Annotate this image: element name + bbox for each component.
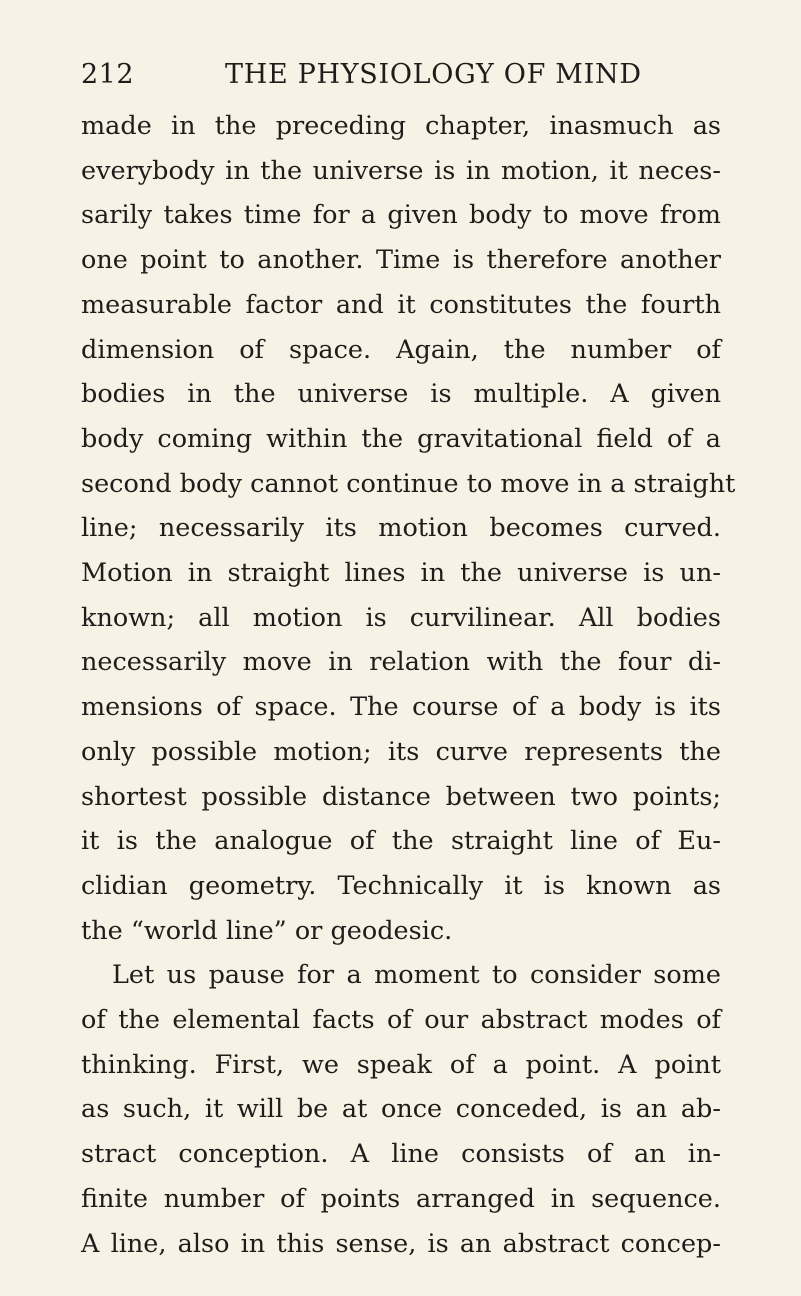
text-line: A line, also in this sense, is an abstract concep- — [81, 1228, 721, 1259]
text-line: the “world line” or geodesic. — [81, 915, 453, 946]
text-line: line; necessarily its motion becomes curved. — [81, 513, 721, 544]
page-number: 212 — [81, 59, 135, 90]
text-line: sarily takes time for a given body to move from — [81, 200, 721, 231]
text-line: dimension of space. Again, the number of — [81, 334, 721, 365]
text-line: bodies in the universe is multiple. A given — [81, 379, 721, 410]
text-line: body coming within the gravitational field of a — [81, 423, 721, 454]
text-line: necessarily move in relation with the four di- — [81, 647, 721, 678]
text-line: Motion in straight lines in the universe is un- — [81, 558, 721, 589]
body-text — [81, 104, 736, 1266]
text-line: of the elemental facts of our abstract modes of — [81, 1005, 721, 1036]
text-line: made in the preceding chapter, inasmuch as — [81, 111, 721, 141]
text-line: known; all motion is curvilinear. All bodies — [81, 602, 721, 633]
paragraph-2 — [81, 953, 721, 1266]
text-line: second body cannot continue to move in a straight — [81, 468, 736, 499]
text-line: shortest possible distance between two points; — [81, 781, 721, 812]
paragraph-1 — [81, 104, 736, 953]
running-head — [81, 55, 721, 99]
text-line: only possible motion; its curve represents the — [81, 736, 721, 767]
text-line: clidian geometry. Technically it is known as — [81, 870, 721, 901]
text-line: one point to another. Time is therefore another — [81, 245, 721, 276]
text-line: mensions of space. The course of a body is its — [81, 692, 721, 723]
text-line: stract conception. A line consists of an in- — [81, 1139, 721, 1170]
text-line: everybody in the universe is in motion, it neces- — [81, 155, 721, 186]
text-line: it is the analogue of the straight line of Eu- — [81, 826, 721, 857]
running-title: THE PHYSIOLOGY OF MIND — [225, 59, 642, 90]
text-line: thinking. First, we speak of a point. A point — [81, 1049, 721, 1080]
text-line: as such, it will be at once conceded, is an ab- — [81, 1094, 721, 1125]
text-line: Let us pause for a moment to consider some — [112, 960, 721, 991]
text-line: finite number of points arranged in sequence. — [81, 1183, 721, 1214]
text-line: measurable factor and it constitutes the fourth — [81, 289, 721, 320]
